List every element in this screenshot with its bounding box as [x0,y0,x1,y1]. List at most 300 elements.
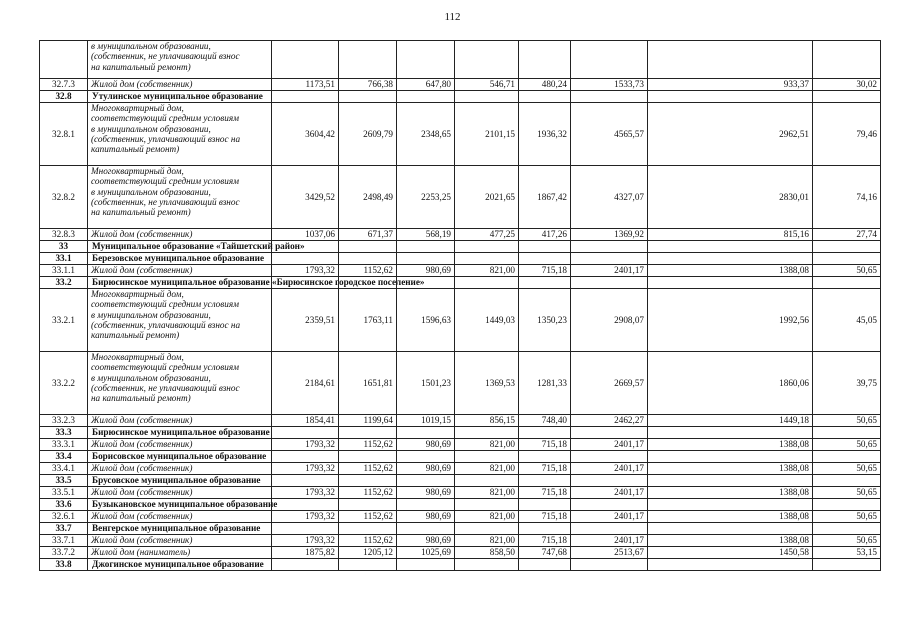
value-cell: 1388,08 [648,511,813,523]
value-cell: 1369,53 [455,352,519,415]
empty-cell [339,253,397,265]
description-line: Жилой дом (собственник) [91,79,193,90]
empty-cell [339,523,397,535]
empty-cell [519,451,571,463]
section-row [40,475,881,487]
value-cell [272,41,339,79]
empty-cell [272,91,339,103]
description-line: в муниципальном образовании, [91,372,211,383]
value-cell: 715,18 [519,511,571,523]
value-cell: 2609,79 [339,103,397,166]
value-cell: 2498,49 [339,166,397,229]
value-cell: 1281,33 [519,352,571,415]
empty-cell [397,523,455,535]
value-cell: 1793,32 [272,439,339,451]
value-cell: 1199,64 [339,415,397,427]
value-cell: 1152,62 [339,487,397,499]
value-cell: 1388,08 [648,487,813,499]
value-cell: 2021,65 [455,166,519,229]
empty-cell [813,241,881,253]
value-cell: 568,19 [397,229,455,241]
value-cell [648,41,813,79]
row-description [88,41,272,79]
empty-cell [339,559,397,571]
value-cell: 4565,57 [571,103,648,166]
tariff-table [39,40,881,571]
row-code: 32.6.1 [40,511,88,523]
row-code: 32.7.3 [40,79,88,91]
value-cell: 2401,17 [571,463,648,475]
row-code [40,41,88,79]
description-line: (собственник, не уплачивающий взнос [91,382,240,393]
description-line: Многоквартирный дом, [91,289,184,299]
empty-cell [648,451,813,463]
section-row [40,253,881,265]
empty-cell [571,475,648,487]
value-cell: 2401,17 [571,487,648,499]
table-row [40,415,881,427]
empty-cell [813,277,881,289]
row-description [88,229,272,241]
value-cell: 4327,07 [571,166,648,229]
value-cell: 1936,32 [519,103,571,166]
row-description [88,352,272,415]
value-cell: 480,24 [519,79,571,91]
empty-cell [397,451,455,463]
description-line: в муниципальном образовании, [91,123,211,134]
value-cell: 1152,62 [339,535,397,547]
row-description [88,547,272,559]
description-line: Жилой дом (собственник) [91,487,193,498]
description-line: капитальный ремонт) [91,330,180,341]
empty-cell [648,427,813,439]
section-row [40,91,881,103]
empty-cell [397,559,455,571]
row-description [88,439,272,451]
description-line: Жилой дом (собственник) [91,415,193,426]
value-cell: 30,02 [813,79,881,91]
empty-cell [813,523,881,535]
value-cell: 50,65 [813,487,881,499]
description-line: соответствующий средним условиям [91,362,239,373]
description-line: в муниципальном образовании, [91,41,211,51]
row-code: 33.1 [40,253,88,265]
empty-cell [571,499,648,511]
section-row [40,451,881,463]
description-line: Многоквартирный дом, [91,103,184,113]
section-title: Муниципальное образование «Тайшетский район» [88,241,272,253]
description-line: на капитальный ремонт) [91,393,191,404]
empty-cell [519,427,571,439]
value-cell: 647,80 [397,79,455,91]
value-cell: 821,00 [455,463,519,475]
empty-cell [397,253,455,265]
value-cell: 671,37 [339,229,397,241]
empty-cell [813,559,881,571]
empty-cell [571,451,648,463]
description-line: капитальный ремонт) [91,144,180,155]
value-cell: 715,18 [519,487,571,499]
value-cell: 715,18 [519,535,571,547]
value-cell [813,41,881,79]
value-cell: 1992,56 [648,289,813,352]
value-cell: 1533,73 [571,79,648,91]
value-cell [519,41,571,79]
value-cell: 1388,08 [648,463,813,475]
value-cell: 1152,62 [339,463,397,475]
empty-cell [519,523,571,535]
empty-cell [571,253,648,265]
empty-cell [339,241,397,253]
table-row [40,79,881,91]
description-line: (собственник, уплачивающий взнос на [91,133,241,144]
value-cell: 1173,51 [272,79,339,91]
value-cell: 815,16 [648,229,813,241]
empty-cell [519,559,571,571]
row-description [88,289,272,352]
row-code: 33.3 [40,427,88,439]
value-cell: 2669,57 [571,352,648,415]
row-code: 33.7.1 [40,535,88,547]
value-cell: 1854,41 [272,415,339,427]
value-cell: 53,15 [813,547,881,559]
value-cell: 2184,61 [272,352,339,415]
empty-cell [339,427,397,439]
row-code: 32.8 [40,91,88,103]
table-row [40,511,881,523]
empty-cell [455,277,519,289]
value-cell: 980,69 [397,439,455,451]
empty-cell [571,91,648,103]
section-row [40,241,881,253]
section-row [40,523,881,535]
empty-cell [648,241,813,253]
empty-cell [519,277,571,289]
empty-cell [648,253,813,265]
value-cell: 821,00 [455,535,519,547]
description-line: Многоквартирный дом, [91,352,184,362]
value-cell: 748,40 [519,415,571,427]
value-cell: 1449,18 [648,415,813,427]
value-cell: 1875,82 [272,547,339,559]
value-cell: 1025,69 [397,547,455,559]
table-row [40,41,881,79]
row-code: 33.2.2 [40,352,88,415]
table-row [40,535,881,547]
value-cell: 2253,25 [397,166,455,229]
value-cell: 3604,42 [272,103,339,166]
row-code: 32.8.2 [40,166,88,229]
row-code: 33.5 [40,475,88,487]
description-line: Жилой дом (собственник) [91,463,193,474]
empty-cell [813,475,881,487]
value-cell: 715,18 [519,463,571,475]
empty-cell [813,427,881,439]
empty-cell [339,91,397,103]
value-cell: 50,65 [813,463,881,475]
value-cell: 2101,15 [455,103,519,166]
value-cell: 1350,23 [519,289,571,352]
value-cell: 715,18 [519,265,571,277]
value-cell: 50,65 [813,439,881,451]
section-row [40,499,881,511]
section-title: Брусовское муниципальное образование [88,475,272,487]
table-row [40,352,881,415]
value-cell: 1449,03 [455,289,519,352]
value-cell [455,41,519,79]
empty-cell [455,253,519,265]
description-line: (собственник, не уплачивающий взнос [91,51,240,62]
value-cell: 1793,32 [272,487,339,499]
value-cell: 1037,06 [272,229,339,241]
description-line: на капитальный ремонт) [91,207,191,218]
empty-cell [455,499,519,511]
row-code: 33.5.1 [40,487,88,499]
empty-cell [272,427,339,439]
description-line: Жилой дом (собственник) [91,511,193,522]
value-cell: 1501,23 [397,352,455,415]
description-line: Многоквартирный дом, [91,166,184,176]
empty-cell [648,475,813,487]
section-title: Джогинское муниципальное образование [88,559,272,571]
empty-cell [272,253,339,265]
row-code: 32.8.3 [40,229,88,241]
row-code: 33.2.3 [40,415,88,427]
description-line: Жилой дом (наниматель) [91,547,191,558]
section-title: Бузыкановское муниципальное образование [88,499,272,511]
row-description [88,166,272,229]
table-row [40,265,881,277]
value-cell: 1369,92 [571,229,648,241]
value-cell: 1651,81 [339,352,397,415]
empty-cell [272,559,339,571]
description-line: Жилой дом (собственник) [91,535,193,546]
page-number: 112 [444,11,461,23]
row-code: 33.2.1 [40,289,88,352]
section-row [40,427,881,439]
empty-cell [272,451,339,463]
empty-cell [397,475,455,487]
empty-cell [519,91,571,103]
value-cell: 980,69 [397,511,455,523]
value-cell: 1793,32 [272,511,339,523]
description-line: Жилой дом (собственник) [91,439,193,450]
empty-cell [397,499,455,511]
section-title: Бирюсинское муниципальное образование [88,427,272,439]
table-row [40,439,881,451]
value-cell: 79,46 [813,103,881,166]
empty-cell [455,523,519,535]
description-line: Жилой дом (собственник) [91,265,193,276]
empty-cell [813,91,881,103]
row-code: 33.1.1 [40,265,88,277]
empty-cell [339,451,397,463]
table-row [40,166,881,229]
empty-cell [455,427,519,439]
row-code: 33 [40,241,88,253]
description-line: на капитальный ремонт) [91,61,191,72]
empty-cell [519,241,571,253]
row-description [88,415,272,427]
empty-cell [648,499,813,511]
value-cell: 45,05 [813,289,881,352]
value-cell: 933,37 [648,79,813,91]
value-cell: 980,69 [397,265,455,277]
value-cell: 2462,27 [571,415,648,427]
value-cell: 715,18 [519,439,571,451]
description-line: соответствующий средним условиям [91,299,239,310]
value-cell: 50,65 [813,415,881,427]
row-description [88,511,272,523]
empty-cell [397,91,455,103]
value-cell: 980,69 [397,463,455,475]
value-cell: 858,50 [455,547,519,559]
value-cell: 2513,67 [571,547,648,559]
row-description [88,487,272,499]
row-code: 33.2 [40,277,88,289]
value-cell: 417,26 [519,229,571,241]
value-cell: 980,69 [397,487,455,499]
value-cell: 2908,07 [571,289,648,352]
value-cell: 1596,63 [397,289,455,352]
section-title: Бирюсинское муниципальное образование «Бирюсинское городское поселение» [88,277,272,289]
value-cell: 766,38 [339,79,397,91]
value-cell: 2401,17 [571,535,648,547]
table-row [40,289,881,352]
empty-cell [519,253,571,265]
value-cell: 2401,17 [571,439,648,451]
description-line: (собственник, не уплачивающий взнос [91,196,240,207]
empty-cell [813,499,881,511]
value-cell: 747,68 [519,547,571,559]
empty-cell [455,559,519,571]
value-cell: 546,71 [455,79,519,91]
empty-cell [397,427,455,439]
description-line: (собственник, уплачивающий взнос на [91,319,241,330]
value-cell: 1793,32 [272,265,339,277]
value-cell: 39,75 [813,352,881,415]
row-code: 33.7 [40,523,88,535]
empty-cell [648,523,813,535]
empty-cell [339,475,397,487]
table-row [40,487,881,499]
value-cell: 1860,06 [648,352,813,415]
value-cell: 2401,17 [571,511,648,523]
value-cell [339,41,397,79]
value-cell: 821,00 [455,265,519,277]
value-cell: 477,25 [455,229,519,241]
empty-cell [519,475,571,487]
empty-cell [455,475,519,487]
row-code: 33.3.1 [40,439,88,451]
description-line: соответствующий средним условиям [91,176,239,187]
value-cell: 1152,62 [339,439,397,451]
value-cell: 1867,42 [519,166,571,229]
row-code: 33.4.1 [40,463,88,475]
empty-cell [455,451,519,463]
empty-cell [272,475,339,487]
empty-cell [272,499,339,511]
value-cell: 1205,12 [339,547,397,559]
value-cell [571,41,648,79]
empty-cell [455,241,519,253]
value-cell: 50,65 [813,535,881,547]
value-cell: 2962,51 [648,103,813,166]
empty-cell [571,523,648,535]
value-cell: 1388,08 [648,439,813,451]
empty-cell [397,241,455,253]
table-row [40,547,881,559]
empty-cell [813,253,881,265]
row-code: 32.8.1 [40,103,88,166]
value-cell: 821,00 [455,439,519,451]
row-description [88,463,272,475]
value-cell: 1152,62 [339,265,397,277]
value-cell: 1450,58 [648,547,813,559]
row-description [88,79,272,91]
value-cell: 3429,52 [272,166,339,229]
empty-cell [648,559,813,571]
empty-cell [571,241,648,253]
value-cell: 2401,17 [571,265,648,277]
description-line: соответствующий средним условиям [91,113,239,124]
section-title: Борисовское муниципальное образование [88,451,272,463]
empty-cell [813,451,881,463]
value-cell: 50,65 [813,265,881,277]
value-cell: 856,15 [455,415,519,427]
description-line: в муниципальном образовании, [91,186,211,197]
description-line: Жилой дом (собственник) [91,229,193,240]
table-row [40,103,881,166]
empty-cell [571,277,648,289]
section-title: Венгерское муниципальное образование [88,523,272,535]
row-description [88,265,272,277]
value-cell: 27,74 [813,229,881,241]
empty-cell [339,499,397,511]
value-cell: 1388,08 [648,265,813,277]
value-cell: 1152,62 [339,511,397,523]
value-cell: 74,16 [813,166,881,229]
section-title: Утулинское муниципальное образование [88,91,272,103]
value-cell: 821,00 [455,487,519,499]
empty-cell [519,499,571,511]
row-code: 33.7.2 [40,547,88,559]
empty-cell [455,91,519,103]
value-cell: 2359,51 [272,289,339,352]
value-cell: 50,65 [813,511,881,523]
value-cell: 1793,32 [272,535,339,547]
row-description [88,103,272,166]
value-cell: 1763,11 [339,289,397,352]
value-cell: 1793,32 [272,463,339,475]
value-cell: 1388,08 [648,535,813,547]
empty-cell [648,91,813,103]
value-cell: 980,69 [397,535,455,547]
value-cell: 2830,01 [648,166,813,229]
table-row [40,229,881,241]
row-code: 33.8 [40,559,88,571]
table-row [40,463,881,475]
empty-cell [571,427,648,439]
description-line: в муниципальном образовании, [91,309,211,320]
section-title: Березовское муниципальное образование [88,253,272,265]
value-cell: 1019,15 [397,415,455,427]
value-cell: 821,00 [455,511,519,523]
empty-cell [571,559,648,571]
row-code: 33.6 [40,499,88,511]
section-row [40,277,881,289]
value-cell [397,41,455,79]
